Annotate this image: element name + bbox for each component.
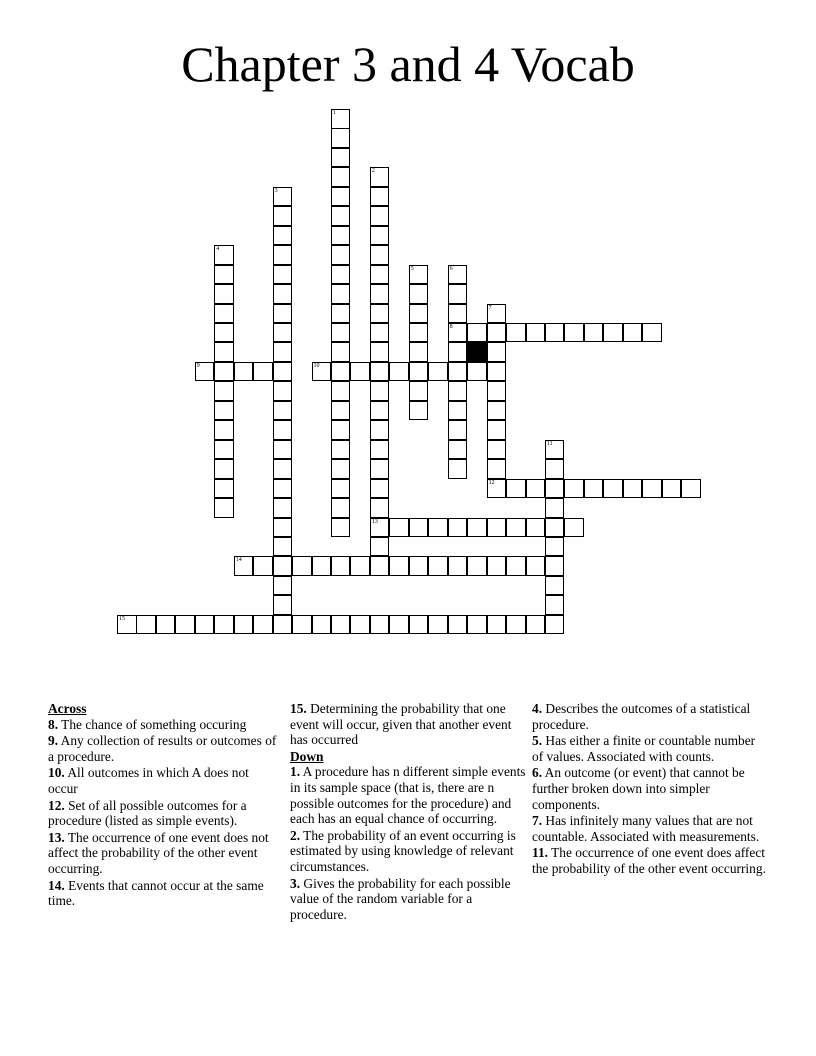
crossword-cell[interactable] [253,362,273,382]
crossword-cell[interactable] [545,498,565,518]
crossword-cell[interactable] [331,128,351,148]
crossword-cell[interactable] [253,556,273,576]
crossword-cell[interactable] [662,479,682,499]
clue-number: 15. [290,701,307,716]
clue-text: Gives the probability for each possible value of the random variable for a procedure. [290,875,511,922]
clue-item [532,813,768,844]
crossword-cell[interactable] [331,206,351,226]
crossword-cell[interactable] [428,615,448,635]
crossword-cell[interactable] [214,284,234,304]
clue-number: 6. [532,765,543,781]
clue-text: The occurrence of one event does not affect the probability of the other event occurring. [48,829,269,876]
crossword-cell[interactable] [292,556,312,576]
crossword-cell[interactable] [448,284,468,304]
clue-text: The chance of something occuring [58,716,247,732]
crossword-cell[interactable] [370,381,390,401]
crossword-cell[interactable] [448,518,468,538]
crossword-cell[interactable] [234,615,254,635]
crossword-clue-number: 11 [546,440,553,447]
clue-number: 10. [48,765,65,781]
crossword-cell[interactable] [564,479,584,499]
crossword-cell[interactable] [331,420,351,440]
crossword-cell[interactable] [487,323,507,343]
crossword-cell[interactable] [409,342,429,362]
clue-number: 13. [48,829,65,845]
crossword-cell[interactable] [487,556,507,576]
clue-item [48,765,280,796]
crossword-cell[interactable] [545,518,565,538]
crossword-cell[interactable] [448,323,468,343]
crossword-cell[interactable] [603,323,623,343]
crossword-cell[interactable] [273,615,293,635]
crossword-cell[interactable] [214,440,234,460]
crossword-cell[interactable] [506,479,526,499]
crossword-cell[interactable] [642,323,662,343]
crossword-cell[interactable] [487,381,507,401]
crossword-cell[interactable] [370,401,390,421]
crossword-clue-number: 7 [488,304,492,311]
crossword-cell[interactable] [487,304,507,324]
clue-item [532,765,768,812]
crossword-cell[interactable] [623,479,643,499]
crossword-clue-number: 2 [371,168,375,175]
clue-text: A procedure has n different simple events in its sample space (that is, there are n possible outcomes for the procedure) and each has an equal chance of occurring. [290,764,526,827]
crossword-cell[interactable] [370,479,390,499]
crossword-cell[interactable] [487,362,507,382]
crossword-cell[interactable] [448,459,468,479]
crossword-cell[interactable] [584,479,604,499]
crossword-cell[interactable] [273,518,293,538]
crossword-cell[interactable] [506,518,526,538]
crossword-cell[interactable] [214,401,234,421]
crossword-cell[interactable] [331,498,351,518]
crossword-cell[interactable] [526,518,546,538]
crossword-cell[interactable] [487,459,507,479]
crossword-cell[interactable] [545,576,565,596]
crossword-cell[interactable] [448,556,468,576]
clue-text: The occurrence of one event does affect the probability of the other event occurring. [532,845,766,876]
crossword-cell[interactable] [370,459,390,479]
crossword-cell[interactable] [467,615,487,635]
crossword-cell[interactable] [526,323,546,343]
crossword-cell[interactable] [545,440,565,460]
crossword-cell[interactable] [312,556,332,576]
crossword-cell[interactable] [273,342,293,362]
crossword-cell[interactable] [545,323,565,343]
crossword-cell[interactable] [545,479,565,499]
crossword-cell[interactable] [331,284,351,304]
crossword-cell[interactable] [370,206,390,226]
crossword-cell[interactable] [487,342,507,362]
crossword-cell[interactable] [156,615,176,635]
crossword-cell[interactable] [409,323,429,343]
crossword-cell[interactable] [136,615,156,635]
crossword-cell[interactable] [331,518,351,538]
crossword-cell[interactable] [331,245,351,265]
crossword-cell[interactable] [603,479,623,499]
crossword-cell[interactable] [448,362,468,382]
crossword-cell[interactable] [545,459,565,479]
crossword-cell[interactable] [487,479,507,499]
clue-column-1 [48,701,280,910]
crossword-cell[interactable] [331,479,351,499]
crossword-cell[interactable] [331,440,351,460]
crossword-cell[interactable] [409,556,429,576]
crossword-cell[interactable] [273,479,293,499]
clue-text: Any collection of results or outcomes of a procedure. [48,733,277,764]
crossword-clue-number: 6 [449,265,453,272]
crossword-cell[interactable] [409,381,429,401]
crossword-cell[interactable] [214,498,234,518]
crossword-cell[interactable] [370,537,390,557]
crossword-cell[interactable] [331,381,351,401]
clue-item [532,845,768,876]
clue-number: 11. [532,845,548,861]
crossword-cell[interactable] [448,304,468,324]
clue-text: The probability of an event occurring is estimated by using knowledge of relevant circumstances. [290,827,516,874]
crossword-cell[interactable] [273,245,293,265]
crossword-cell[interactable] [409,284,429,304]
crossword-cell[interactable] [467,323,487,343]
crossword-cell[interactable] [195,362,215,382]
crossword-cell[interactable] [331,167,351,187]
clue-item [532,733,768,764]
crossword-cell[interactable] [506,556,526,576]
crossword-cell[interactable] [448,265,468,285]
clue-item [290,876,526,923]
crossword-cell[interactable] [584,323,604,343]
crossword-cell[interactable] [214,342,234,362]
crossword-cell[interactable] [526,556,546,576]
crossword-cell[interactable] [409,615,429,635]
crossword-cell[interactable] [312,362,332,382]
crossword-cell[interactable] [331,556,351,576]
crossword-cell[interactable] [214,420,234,440]
crossword-cell[interactable] [214,615,234,635]
clue-item [48,830,280,877]
crossword-cell[interactable] [506,615,526,635]
clue-item [290,828,526,875]
crossword-cell[interactable] [370,556,390,576]
crossword-cell[interactable] [331,401,351,421]
crossword-cell[interactable] [370,362,390,382]
crossword-cell[interactable] [273,401,293,421]
crossword-cell[interactable] [273,576,293,596]
clue-number: 3. [290,875,301,891]
crossword-cell[interactable] [273,304,293,324]
clue-text: Has infinitely many values that are not countable. Associated with measurements. [532,813,760,844]
crossword-cell[interactable] [545,595,565,615]
crossword-cell[interactable] [234,362,254,382]
crossword-cell[interactable] [623,323,643,343]
crossword-clue-number: 5 [410,265,414,272]
crossword-cell[interactable] [370,615,390,635]
crossword-cell[interactable] [273,323,293,343]
crossword-cell[interactable] [448,440,468,460]
crossword-cell[interactable] [331,459,351,479]
crossword-cell[interactable] [681,479,701,499]
crossword-cell[interactable] [506,323,526,343]
crossword-cell[interactable] [370,420,390,440]
clue-text: An outcome (or event) that cannot be further broken down into simpler components. [532,765,745,812]
crossword-cell[interactable] [312,615,332,635]
crossword-cell[interactable] [467,518,487,538]
crossword-cell[interactable] [234,556,254,576]
crossword-cell[interactable] [467,362,487,382]
clue-number: 12. [48,797,65,813]
crossword-cell[interactable] [214,304,234,324]
clue-text: Set of all possible outcomes for a procedure (listed as simple events). [48,797,247,829]
crossword-cell[interactable] [214,381,234,401]
clue-number: 1. [290,764,301,780]
crossword-cell[interactable] [273,265,293,285]
crossword-black-cell [467,342,487,362]
crossword-cell[interactable] [273,595,293,615]
crossword-cell[interactable] [428,518,448,538]
crossword-clue-number: 13 [371,518,378,525]
crossword-cell[interactable] [389,362,409,382]
clue-item [532,701,768,732]
clue-item [48,878,280,909]
crossword-cell[interactable] [370,440,390,460]
clue-number: 14. [48,877,65,893]
crossword-cell[interactable] [331,304,351,324]
clue-text: Determining the probability that one event will occur, given that another event has occurred [290,701,512,748]
crossword-cell[interactable] [273,187,293,207]
clue-text: Has either a finite or countable number of values. Associated with counts. [532,733,756,764]
crossword-cell[interactable] [273,556,293,576]
crossword-cell[interactable] [448,420,468,440]
crossword-cell[interactable] [273,381,293,401]
crossword-cell[interactable] [448,401,468,421]
crossword-cell[interactable] [487,420,507,440]
clue-item [290,764,526,826]
crossword-cell[interactable] [273,284,293,304]
page-title: Chapter 3 and 4 Vocab [181,36,635,92]
crossword-cell[interactable] [409,265,429,285]
crossword-clue-number: 15 [119,615,125,622]
crossword-cell[interactable] [389,518,409,538]
crossword-cell[interactable] [448,381,468,401]
clue-section-heading: Across [48,701,87,716]
crossword-cell[interactable] [331,342,351,362]
clue-number: 5. [532,733,543,749]
crossword-clue-number: 12 [488,479,495,486]
crossword-cell[interactable] [409,304,429,324]
crossword-cell[interactable] [389,556,409,576]
crossword-clue-number: 1 [332,110,336,116]
crossword-cell[interactable] [273,459,293,479]
crossword-cell[interactable] [214,245,234,265]
crossword-clue-number: 10 [313,362,320,369]
clue-number: 9. [48,733,59,749]
crossword-cell[interactable] [487,440,507,460]
clue-item [48,733,280,764]
crossword-cell[interactable] [370,304,390,324]
crossword-cell[interactable] [273,206,293,226]
crossword-cell[interactable] [545,615,565,635]
crossword-cell[interactable] [214,323,234,343]
crossword-cell[interactable] [370,265,390,285]
crossword-cell[interactable] [214,265,234,285]
clue-text: Events that cannot occur at the same time. [48,877,264,909]
crossword-clue-number: 9 [196,362,200,369]
crossword-cell[interactable] [564,518,584,538]
crossword-clue-number: 8 [449,323,453,330]
clue-item [48,717,280,733]
crossword-cell[interactable] [487,518,507,538]
clue-section-heading: Down [290,748,324,764]
crossword-cell[interactable] [487,615,507,635]
clue-number: 7. [532,813,543,829]
crossword-cell[interactable] [350,615,370,635]
crossword-cell[interactable] [564,323,584,343]
crossword-clue-number: 3 [274,187,278,194]
crossword-clue-number: 14 [235,557,242,564]
clue-text: All outcomes in which A does not occur [48,765,249,796]
crossword-cell[interactable] [370,498,390,518]
crossword-cell[interactable] [253,615,273,635]
crossword-cell[interactable] [331,323,351,343]
crossword-cell[interactable] [370,284,390,304]
crossword-cell[interactable] [273,420,293,440]
crossword-cell[interactable] [389,615,409,635]
clue-column-3 [532,701,768,878]
crossword-cell[interactable] [350,362,370,382]
crossword-cell[interactable] [350,556,370,576]
clue-item [290,701,526,748]
crossword-cell[interactable] [273,440,293,460]
crossword-cell[interactable] [370,518,390,538]
crossword-cell[interactable] [331,615,351,635]
crossword-cell[interactable] [448,615,468,635]
crossword-cell[interactable] [409,362,429,382]
crossword-cell[interactable] [214,479,234,499]
crossword-cell[interactable] [370,342,390,362]
crossword-cell[interactable] [292,615,312,635]
crossword-cell[interactable] [331,265,351,285]
crossword-cell[interactable] [273,362,293,382]
crossword-cell[interactable] [214,362,234,382]
crossword-cell[interactable] [331,226,351,246]
crossword-cell[interactable] [195,615,215,635]
crossword-cell[interactable] [370,167,390,187]
crossword-cell[interactable] [409,518,429,538]
clue-number: 8. [48,716,59,732]
crossword-cell[interactable] [331,362,351,382]
crossword-cell[interactable] [526,479,546,499]
crossword-cell[interactable] [370,323,390,343]
crossword-clue-number: 4 [216,246,220,253]
crossword-cell[interactable] [428,362,448,382]
crossword-cell[interactable] [273,226,293,246]
crossword-cell[interactable] [487,401,507,421]
crossword-cell[interactable] [331,109,351,129]
crossword-cell[interactable] [409,401,429,421]
crossword-cell[interactable] [370,245,390,265]
crossword-cell[interactable] [117,615,137,635]
crossword-cell[interactable] [370,226,390,246]
crossword-cell[interactable] [273,537,293,557]
crossword-cell[interactable] [545,556,565,576]
crossword-cell[interactable] [370,187,390,207]
crossword-cell[interactable] [214,459,234,479]
crossword-cell[interactable] [273,498,293,518]
crossword-cell[interactable] [448,342,468,362]
crossword-cell[interactable] [526,615,546,635]
clue-text: Describes the outcomes of a statistical procedure. [532,701,751,732]
crossword-cell[interactable] [331,148,351,168]
crossword-cell[interactable] [175,615,195,635]
crossword-cell[interactable] [545,537,565,557]
clue-item [48,798,280,829]
crossword-cell[interactable] [642,479,662,499]
crossword-cell[interactable] [428,556,448,576]
clue-number: 4. [532,701,543,716]
crossword-cell[interactable] [331,187,351,207]
clue-number: 2. [290,827,301,843]
clue-column-2 [290,701,526,923]
crossword-cell[interactable] [467,556,487,576]
